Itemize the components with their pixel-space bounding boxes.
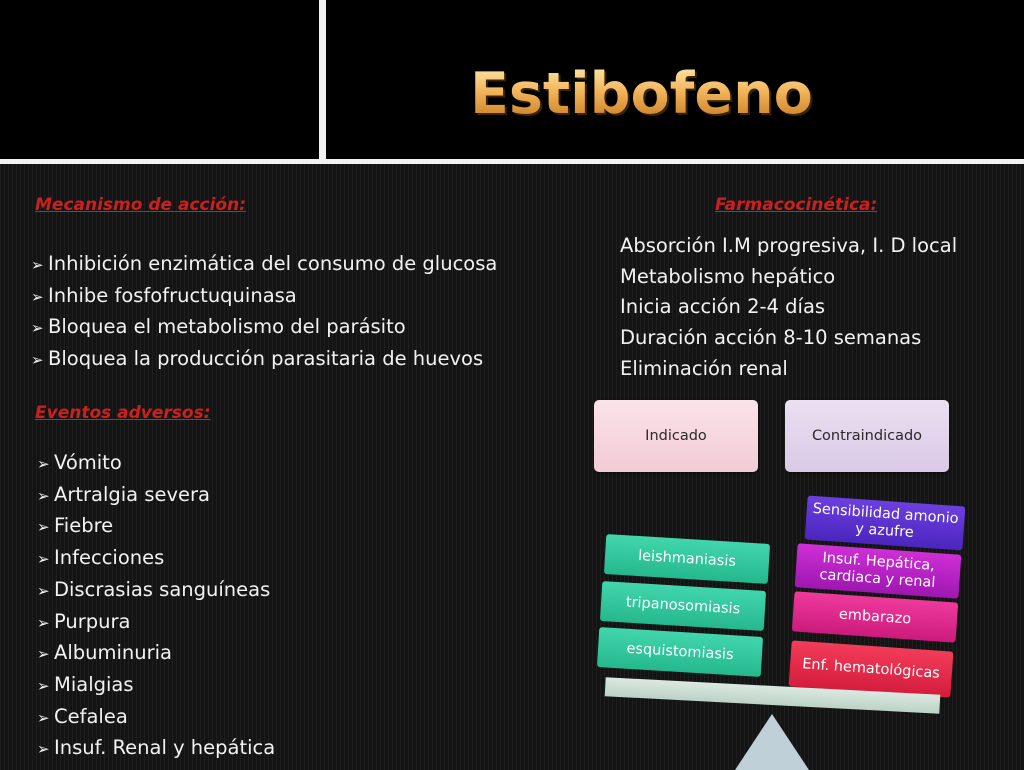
list-item: ➢ Inhibición enzimática del consumo de glucosa — [31, 249, 497, 281]
list-item: Metabolismo hepático — [620, 264, 836, 288]
contraindicated-tag-pregnancy: embarazo — [792, 591, 958, 642]
mechanism-list — [31, 249, 497, 375]
arrow-bullet-icon: ➢ — [37, 486, 50, 505]
arrow-bullet-icon: ➢ — [37, 740, 50, 759]
indicated-tag-tripanosomiasis: tripanosomiasis — [600, 581, 766, 631]
list-item: ➢ Purpura — [37, 607, 275, 639]
contraindicated-tag-sensitivity: Sensibilidad amonio y azufre — [805, 496, 966, 551]
arrow-bullet-icon: ➢ — [37, 518, 50, 537]
arrow-bullet-icon: ➢ — [31, 319, 44, 337]
list-item: ➢ Fiebre — [37, 511, 275, 543]
list-item: Inicia acción 2-4 días — [620, 295, 826, 319]
list-item: ➢ Bloquea la producción parasitaria de huevos — [31, 344, 497, 376]
mechanism-heading: Mecanismo de acción: — [35, 195, 247, 215]
list-item: Absorción I.M progresiva, I. D local — [620, 234, 958, 257]
indicated-tag-leishmaniasis: leishmaniasis — [604, 534, 770, 584]
pharmacokinetics-list — [620, 231, 957, 385]
balance-fulcrum — [735, 714, 809, 770]
list-item: ➢ Inhibe fosfofructuquinasa — [31, 281, 497, 313]
pharmacokinetics-heading: Farmacocinética: — [715, 195, 878, 215]
list-item: ➢ Infecciones — [37, 543, 275, 575]
header-horizontal-rule — [0, 159, 1024, 164]
arrow-bullet-icon: ➢ — [31, 350, 44, 369]
arrow-bullet-icon: ➢ — [37, 645, 50, 664]
adverse-events-list — [37, 448, 275, 765]
list-item: ➢ Artralgia severa — [37, 480, 275, 512]
arrow-bullet-icon: ➢ — [31, 287, 44, 306]
indicated-box: Indicado — [594, 400, 758, 472]
indicated-tag-esquistomiasis: esquistomiasis — [597, 627, 763, 677]
arrow-bullet-icon: ➢ — [37, 613, 50, 632]
list-item: ➢ Albuminuria — [37, 638, 275, 670]
list-item: ➢ Bloquea el metabolismo del parásito — [31, 312, 497, 344]
arrow-bullet-icon: ➢ — [37, 550, 50, 569]
adverse-events-heading: Eventos adversos: — [35, 403, 211, 423]
list-item: ➢ Cefalea — [37, 702, 275, 734]
arrow-bullet-icon: ➢ — [37, 676, 50, 695]
list-item: Eliminación renal — [620, 356, 788, 380]
list-item: ➢ Vómito — [37, 448, 275, 480]
list-item: Duración acción 8-10 semanas — [620, 326, 922, 350]
arrow-bullet-icon: ➢ — [31, 256, 44, 274]
list-item: ➢ Discrasias sanguíneas — [37, 575, 275, 607]
list-item: ➢ Mialgias — [37, 670, 275, 702]
contraindicated-tag-insufficiency: Insuf. Hepática, cardiaca y renal — [795, 543, 962, 598]
header-left-panel — [0, 0, 319, 159]
arrow-bullet-icon: ➢ — [37, 581, 50, 600]
page-title: Estibofeno — [470, 61, 813, 127]
header-vertical-rule — [319, 0, 326, 163]
arrow-bullet-icon: ➢ — [37, 455, 50, 473]
arrow-bullet-icon: ➢ — [37, 708, 50, 727]
contraindicated-tag-hematologic: Enf. hematológicas — [789, 640, 954, 697]
list-item: ➢ Insuf. Renal y hepática — [37, 733, 275, 765]
contraindicated-box: Contraindicado — [785, 400, 949, 472]
